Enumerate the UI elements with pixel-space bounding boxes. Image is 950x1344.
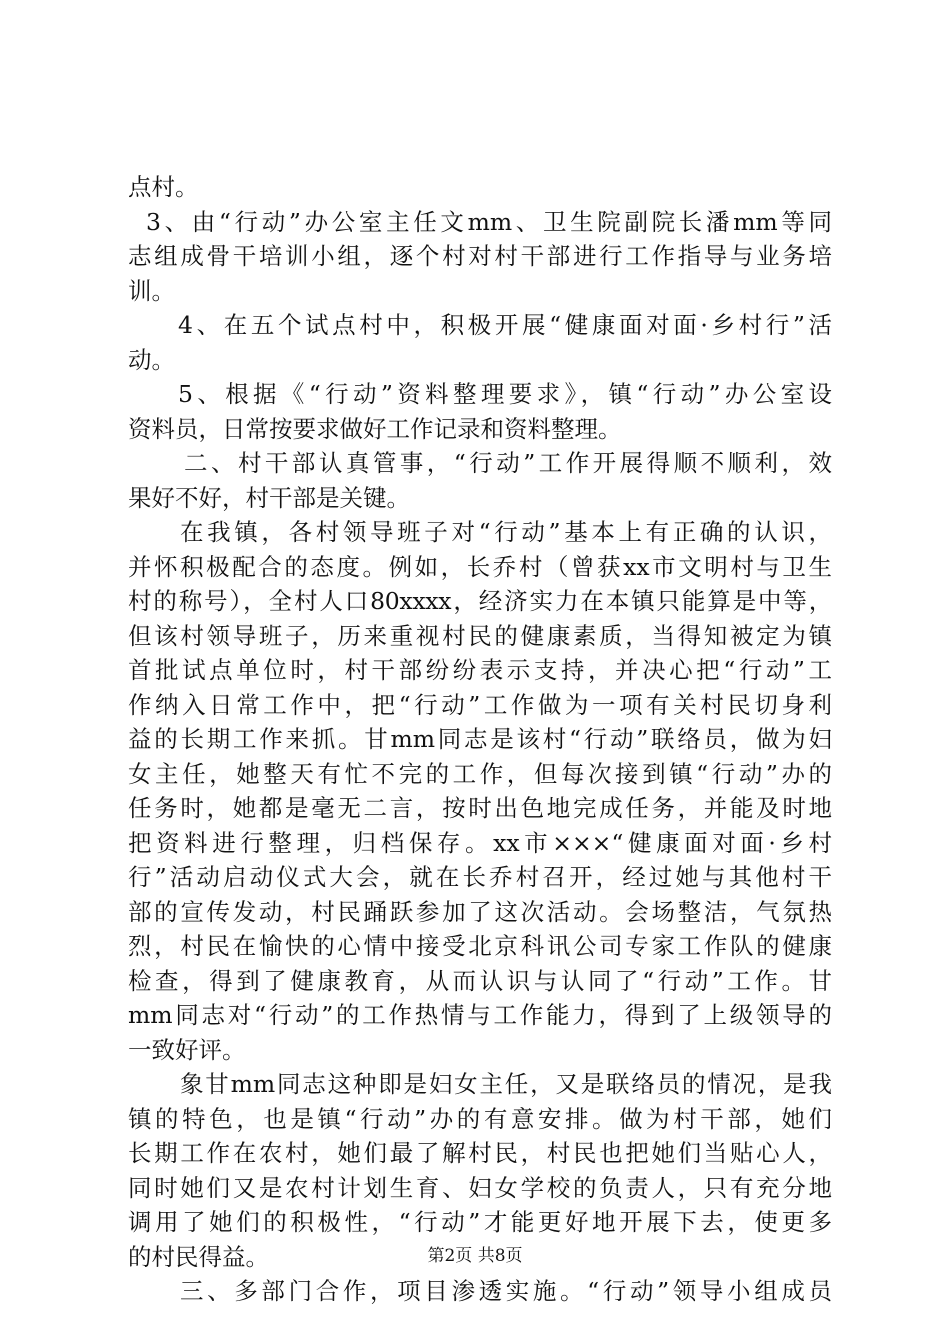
text-line: mm同志对“行动”的工作热情与工作能力，得到了上级领导的 [128,1001,832,1029]
text-line: 资料员，日常按要求做好工作记录和资料整理。 [128,414,622,443]
text-line: 同时她们又是农村计划生育、妇女学校的负责人，只有充分地 [128,1173,832,1202]
text-line: 在我镇，各村领导班子对“行动”基本上有正确的认识， [180,518,832,546]
document-body [128,170,832,1309]
text-line: 的村民得益。 [128,1242,269,1271]
text-line: 女主任，她整天有忙不完的工作，但每次接到镇“行动”办的 [128,759,832,788]
text-line: 三、多部门合作，项目渗透实施。“行动”领导小组成员 [180,1277,832,1305]
text-line: 部的宣传发动，村民踊跃参加了这次活动。会场整洁，气氛热 [128,897,832,926]
text-line: 调用了她们的积极性，“行动”才能更好地开展下去，使更多 [128,1208,832,1236]
text-line: 但该村领导班子，历来重视村民的健康素质，当得知被定为镇 [128,621,832,650]
text-line: 3、由“行动”办公室主任文mm、卫生院副院长潘mm等同 [146,207,832,236]
page-number-footer: 第2页 共8页 [427,1246,523,1266]
text-line: 益的长期工作来抓。甘mm同志是该村“行动”联络员，做为妇 [128,725,832,753]
text-line: 二、村干部认真管事，“行动”工作开展得顺不顺利，效 [184,449,832,477]
text-line: 训。 [128,276,175,305]
text-line: 镇的特色，也是镇“行动”办的有意安排。做为村干部，她们 [128,1104,832,1133]
text-line: 一致好评。 [128,1035,246,1064]
text-line: 果好不好，村干部是关键。 [128,483,410,512]
text-line: 志组成骨干培训小组，逐个村对村干部进行工作指导与业务培 [128,242,832,270]
text-line: 5、根据《“行动”资料整理要求》，镇“行动”办公室设 [178,380,832,408]
text-line: 点村。 [128,173,199,201]
text-line: 长期工作在农村，她们最了解村民，村民也把她们当贴心人， [128,1139,832,1167]
text-line: 行”活动启动仪式大会，就在长乔村召开，经过她与其他村干 [128,863,832,891]
text-line: 4、在五个试点村中，积极开展“健康面对面·乡村行”活 [178,311,832,339]
text-line: 首批试点单位时，村干部纷纷表示支持，并决心把“行动”工 [128,656,832,684]
text-line: 任务时，她都是毫无二言，按时出色地完成任务，并能及时地 [128,794,832,822]
text-line: 动。 [128,345,175,374]
text-line: 检查，得到了健康教育，从而认识与认同了“行动”工作。甘 [128,966,832,995]
text-line: 作纳入日常工作中，把“行动”工作做为一项有关村民切身利 [128,690,832,719]
text-line: 村的称号），全村人口80xxxx，经济实力在本镇只能算是中等， [128,587,832,615]
text-line: 并怀积极配合的态度。例如，长乔村（曾获xx市文明村与卫生 [128,552,832,581]
text-line: 把资料进行整理，归档保存。xx市×××“健康面对面·乡村 [128,828,832,857]
text-line: 烈，村民在愉快的心情中接受北京科讯公司专家工作队的健康 [128,932,832,960]
text-line: 象甘mm同志这种即是妇女主任，又是联络员的情况，是我 [180,1070,832,1098]
